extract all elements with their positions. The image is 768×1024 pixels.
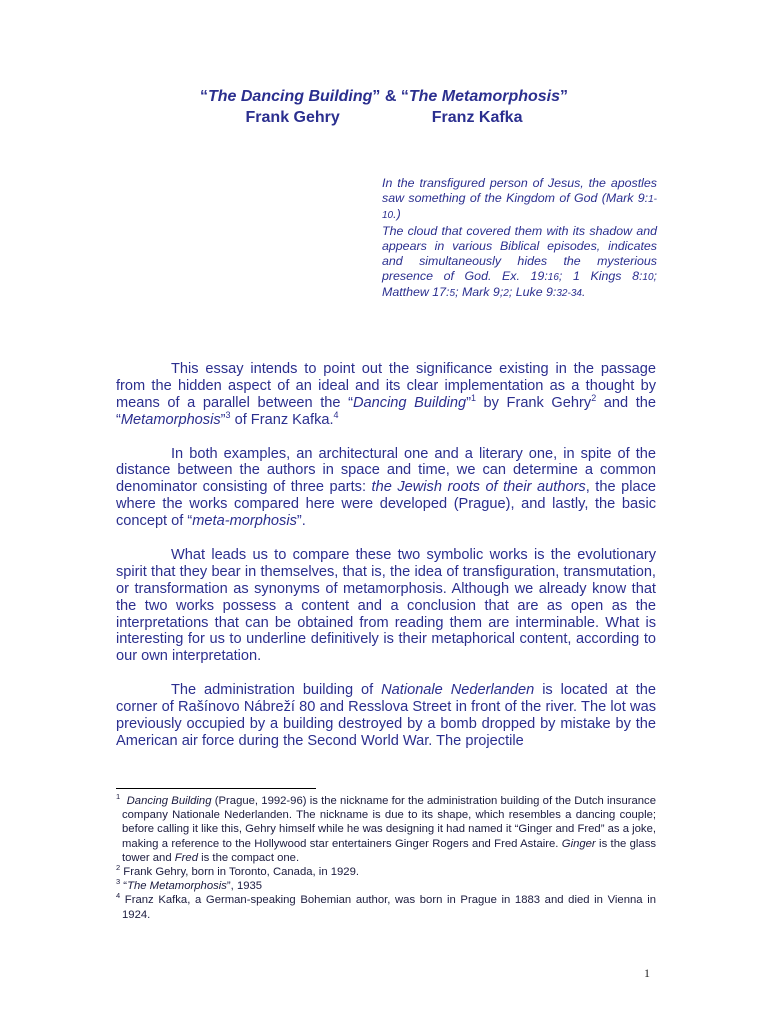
paragraph-text: ” xyxy=(466,394,471,411)
epigraph-text: ; Mark 9; xyxy=(455,285,504,300)
paragraph-text: and the “ xyxy=(116,394,657,428)
footnote-4 xyxy=(116,893,656,921)
epigraph-text: ; Matthew 17: xyxy=(382,269,657,300)
title-quote: “ xyxy=(199,88,208,105)
footnote-1 xyxy=(116,794,656,865)
footnote-divider xyxy=(116,788,316,789)
paragraph-text: This essay intends to point out the significance existing in the passage from the hidden aspect of an ideal and its clear implementation as a thought by means of a parallel between the “ xyxy=(116,361,656,411)
epigraph-line xyxy=(382,176,657,224)
epigraph-ref: 10 xyxy=(642,272,654,284)
paragraph-2 xyxy=(116,446,656,531)
footnote-2 xyxy=(116,865,656,879)
document-title xyxy=(0,86,768,128)
footnote-ref-3[interactable]: 3 xyxy=(225,409,231,420)
epigraph-ref: 32-34 xyxy=(556,288,582,300)
paragraph-1 xyxy=(116,361,656,429)
paragraph-text: ” xyxy=(220,411,226,428)
page-number: 1 xyxy=(644,966,650,980)
footnote-number: 1 xyxy=(116,792,121,802)
epigraph-text: .) xyxy=(393,207,401,222)
footnote-number: 4 xyxy=(116,891,121,901)
footnote-text: Franz Kafka, a German-speaking Bohemian author, was born in Prague in 1883 and died in Vienna in 1924. xyxy=(120,894,656,921)
paragraph-emphasis: Metamorphosis xyxy=(120,411,221,428)
epigraph-text: The cloud that covered them with its shadow and appears in various Biblical episodes, indicates and simultaneously hides the mysterious presence of God. Ex. 19: xyxy=(382,223,657,284)
footnote-text: is the glass tower and xyxy=(122,837,656,864)
title-authors xyxy=(0,107,768,128)
title-work-dancing-building: The Dancing Building xyxy=(207,88,373,105)
footnote-emphasis: Fred xyxy=(174,851,198,864)
epigraph xyxy=(382,176,657,302)
paragraph-text: In both examples, an architectural one and a literary one, in spite of the distance between the authors in space and time, we can determine a common denominator consisting of three parts: xyxy=(116,445,656,496)
footnote-emphasis: Dancing Building xyxy=(126,795,212,807)
footnote-text: ”, 1935 xyxy=(226,880,263,893)
title-works xyxy=(0,86,768,107)
paragraph-emphasis: Nationale Nederlanden xyxy=(381,682,535,699)
epigraph-ref: 2 xyxy=(503,288,509,300)
epigraph-line xyxy=(382,224,657,302)
footnotes xyxy=(116,794,656,922)
footnote-emphasis: Ginger xyxy=(561,837,596,850)
author-gehry: Frank Gehry xyxy=(245,109,340,126)
title-ampersand: ” & “ xyxy=(372,88,409,105)
footnote-text: “ xyxy=(120,880,128,893)
epigraph-text: In the transfigured person of Jesus, the apostles saw something of the Kingdom of God (Mark 9: xyxy=(382,176,657,206)
author-kafka: Franz Kafka xyxy=(431,109,523,126)
paragraph-emphasis: meta-morphosis xyxy=(192,513,297,530)
epigraph-text: ; Luke 9: xyxy=(508,285,557,300)
footnote-number: 3 xyxy=(116,877,121,887)
paragraph-text: , the place where the works compared here were developed (Prague), and lastly, the basic concept of “ xyxy=(116,479,656,530)
epigraph-text: . xyxy=(581,285,586,300)
footnote-text: (Prague, 1992-96) is the nickname for the administration building of the Dutch insurance company Nationale Nederlanden. The nickname is due to its shape, which resembles a dancing couple; before calling it like this, Gehry himself while he was designing it had named it “Ginger and Fred” as a joke, making a reference to the Hollywood star entertainers Ginger Rogers and Fred Astaire. xyxy=(122,795,656,850)
paragraph-4 xyxy=(116,682,656,750)
footnote-ref-4[interactable]: 4 xyxy=(333,409,339,420)
epigraph-ref: 16 xyxy=(547,272,559,284)
body-text xyxy=(116,361,656,750)
title-quote: ” xyxy=(560,88,569,105)
paragraph-text: The administration building of xyxy=(171,682,382,699)
epigraph-ref: 5 xyxy=(449,288,456,300)
epigraph-text: ; 1 Kings 8: xyxy=(558,269,643,284)
footnote-ref-1[interactable]: 1 xyxy=(470,392,476,403)
epigraph-ref: 1-10 xyxy=(382,194,657,222)
paragraph-text: of Franz Kafka. xyxy=(230,411,334,428)
title-work-metamorphosis: The Metamorphosis xyxy=(408,88,561,105)
footnote-3 xyxy=(116,879,656,893)
paragraph-text: is located at the corner of Rašínovo Nábreží 80 and Resslova Street in front of the river. The lot was previously occupied by a building destroyed by a bomb dropped by mistake by the American air force during the Second World War. The projectile xyxy=(116,682,656,749)
footnote-text: is the compact one. xyxy=(198,851,300,864)
paragraph-emphasis: the Jewish roots of their authors xyxy=(371,479,586,496)
footnote-ref-2[interactable]: 2 xyxy=(591,392,597,403)
footnote-number: 2 xyxy=(116,863,121,873)
paragraph-text: by Frank Gehry xyxy=(475,394,592,411)
footnote-emphasis: The Metamorphosis xyxy=(127,880,227,893)
paragraph-text: ”. xyxy=(296,513,306,530)
footnote-text: Frank Gehry, born in Toronto, Canada, in 1929. xyxy=(120,866,360,879)
paragraph-3: What leads us to compare these two symbolic works is the evolutionary spirit that they bear in themselves, that is, the idea of transfiguration, transmutation, or transformation as synonyms of metamorphosis. Although we already know that the two works possess a content and a conclusion that are as open as the interpretations that can be obtained from reading them are interminable. What is interesting for us to underline definitively is their metaphorical content, according to our own interpretation. xyxy=(116,546,656,665)
paragraph-emphasis: Dancing Building xyxy=(353,394,467,411)
